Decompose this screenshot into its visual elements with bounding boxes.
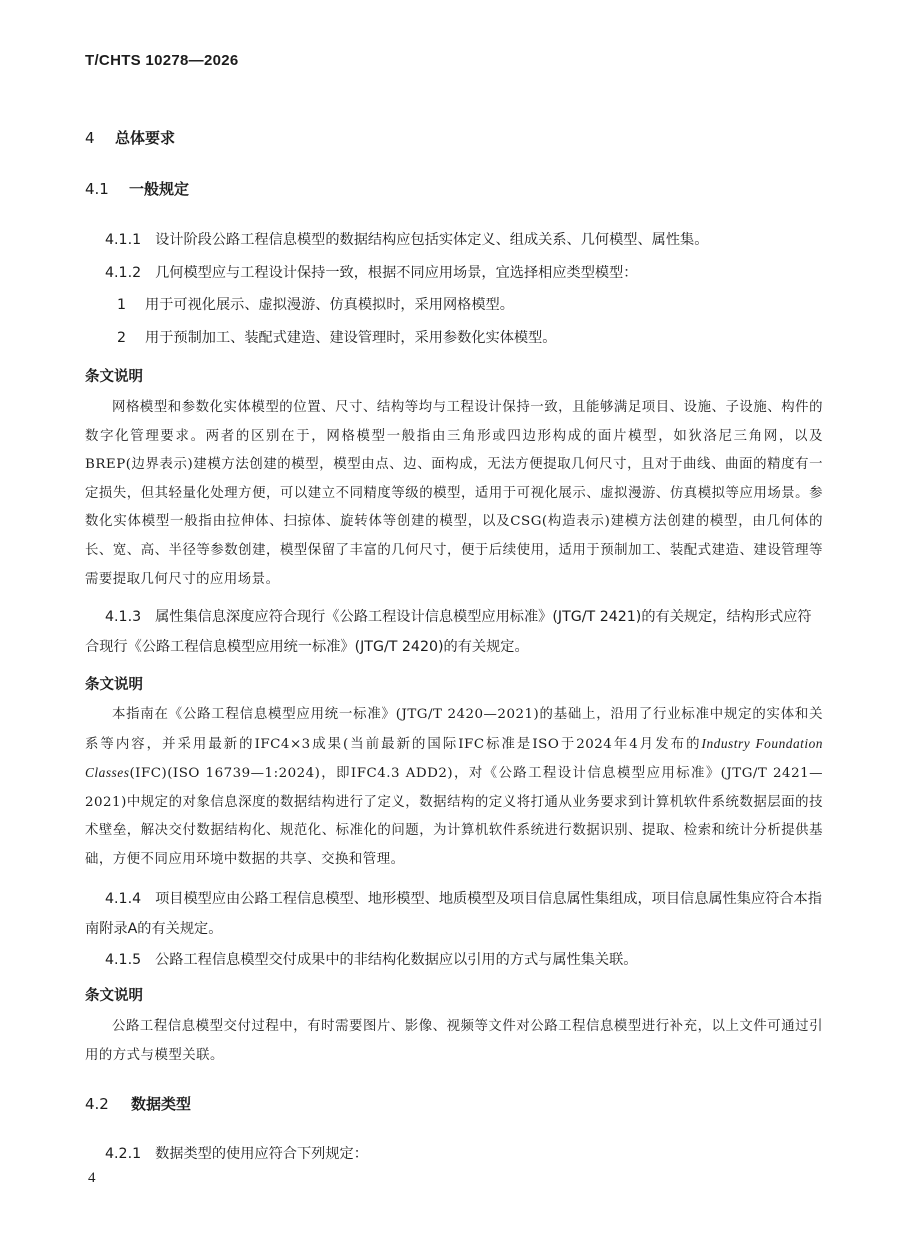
standard-code-header: T/CHTS 10278—2026 bbox=[85, 52, 239, 69]
clause-number: 4.2.1 bbox=[105, 1146, 142, 1162]
explanation-heading: 条文说明 bbox=[85, 988, 143, 1004]
clause-number: 4.1.3 bbox=[105, 609, 142, 625]
clause-number: 4.1.1 bbox=[105, 232, 142, 248]
clause-number: 4.1.2 bbox=[105, 265, 142, 281]
clause-text: 属性集信息深度应符合现行《公路工程设计信息模型应用标准》(JTG/T 2421)的有关规定，结构形式应符合现行《公路工程信息模型应用统一标准》(JTG/T 2420)的有关规定。 bbox=[85, 609, 812, 655]
clause-number: 4.1.5 bbox=[105, 952, 142, 968]
explanation-text-part: (IFC)(ISO 16739—1:2024)，即IFC4.3 ADD2)，对《公路工程设计信息模型应用标准》(JTG/T 2421—2021)中规定的对象信息深度的数据结构进行了定义，数据结构的定义将打通从业务要求到计算机软件系统数据层面的技术壁垒，解决交付数据结构化、规范化、标准化的问题，为计算机软件系统进行数据识别、提取、检索和统计分析提供基础，方便不同应用环境中数据的共享、交换和管理。 bbox=[85, 766, 823, 867]
section-title: 一般规定 bbox=[129, 180, 190, 198]
section-number: 4.2 bbox=[85, 1095, 109, 1113]
clause-4-1-3 bbox=[85, 602, 823, 662]
clause-text: 数据类型的使用应符合下列规定： bbox=[155, 1146, 368, 1162]
clause-text: 设计阶段公路工程信息模型的数据结构应包括实体定义、组成关系、几何模型、属性集。 bbox=[155, 232, 709, 248]
explanation-heading: 条文说明 bbox=[85, 369, 143, 385]
clause-text: 几何模型应与工程设计保持一致，根据不同应用场景，宜选择相应类型模型： bbox=[155, 265, 638, 281]
clause-text: 项目模型应由公路工程信息模型、地形模型、地质模型及项目信息属性集组成，项目信息属性集应符合本指南附录A的有关规定。 bbox=[85, 891, 822, 937]
explanation-text bbox=[85, 701, 823, 875]
section-4-heading bbox=[85, 127, 175, 148]
clause-text: 公路工程信息模型交付成果中的非结构化数据应以引用的方式与属性集关联。 bbox=[155, 952, 638, 968]
explanation-text: 网格模型和参数化实体模型的位置、尺寸、结构等均与工程设计保持一致，且能够满足项目、设施、子设施、构件的数字化管理要求。两者的区别在于，网格模型一般指由三角形或四边形构成的面片模型，如狄洛尼三角网，以及BREP(边界表示)建模方法创建的模型，模型由点、边、面构成，无法方便提取几何尺寸，且对于曲线、曲面的精度有一定损失，但其轻量化处理方便，可以建立不同精度等级的模型，适用于可视化展示、虚拟漫游、仿真模拟等应用场景。参数化实体模型一般指由拉伸体、扫掠体、旋转体等创建的模型，以及CSG(构造表示)建模方法创建的模型，由几何体的长、宽、高、半径等参数创建，模型保留了丰富的几何尺寸，便于后续使用，适用于预制加工、装配式建造、建设管理等需要提取几何尺寸的应用场景。 bbox=[85, 400, 823, 587]
section-4-1-heading bbox=[85, 178, 189, 199]
section-number: 4 bbox=[85, 129, 95, 147]
list-item bbox=[117, 290, 817, 320]
item-number: 1 bbox=[117, 297, 127, 313]
item-text: 用于预制加工、装配式建造、建设管理时，采用参数化实体模型。 bbox=[145, 330, 557, 346]
explanation-text-part: 本指南在《公路工程信息模型应用统一标准》(JTG/T 2420—2021)的基础上，沿用了行业标准中规定的实体和关系等内容，并采用最新的IFC4×3成果(当前最新的国际IFC标准是ISO于2024年4月发布的 bbox=[85, 707, 823, 752]
page-number: 4 bbox=[88, 1170, 96, 1186]
section-title: 总体要求 bbox=[115, 129, 176, 147]
section-4-2-heading bbox=[85, 1093, 191, 1114]
explanation-text: 公路工程信息模型交付过程中，有时需要图片、影像、视频等文件对公路工程信息模型进行补充，以上文件可通过引用的方式与模型关联。 bbox=[85, 1019, 823, 1063]
list-item bbox=[117, 323, 817, 353]
clause-4-1-2 bbox=[85, 258, 823, 288]
clause-4-1-1 bbox=[85, 225, 823, 255]
item-text: 用于可视化展示、虚拟漫游、仿真模拟时，采用网格模型。 bbox=[145, 297, 514, 313]
item-number: 2 bbox=[117, 330, 127, 346]
clause-number: 4.1.4 bbox=[105, 891, 142, 907]
clause-4-1-4 bbox=[85, 884, 823, 944]
clause-4-2-1 bbox=[85, 1139, 823, 1169]
section-number: 4.1 bbox=[85, 180, 109, 198]
explanation-italic-title: Industry Foundation Classes bbox=[85, 735, 823, 781]
explanation-heading: 条文说明 bbox=[85, 677, 143, 693]
section-title: 数据类型 bbox=[131, 1095, 192, 1113]
clause-4-1-5 bbox=[85, 945, 823, 975]
